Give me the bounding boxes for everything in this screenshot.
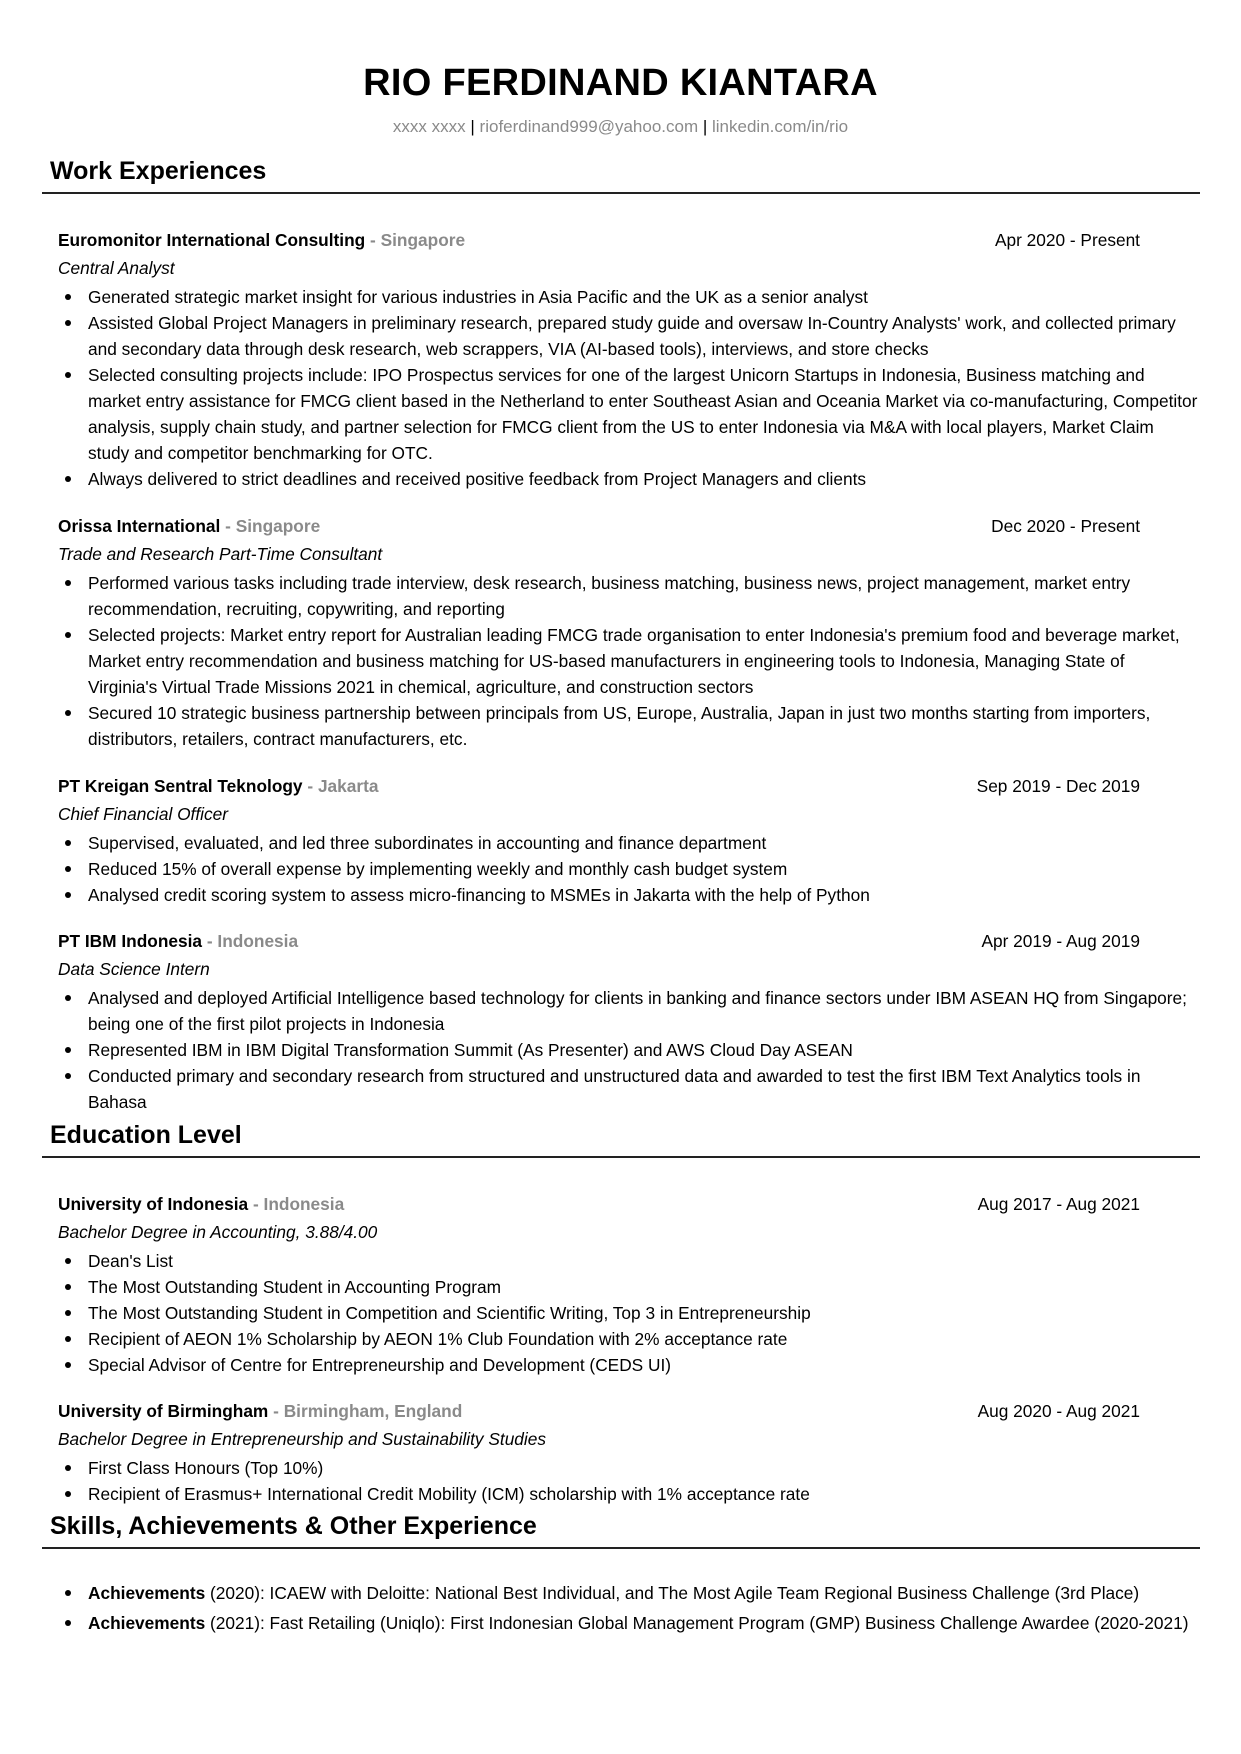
dash: - xyxy=(273,1401,279,1421)
dash: - xyxy=(206,931,213,951)
location: Jakarta xyxy=(317,776,379,796)
entry-header xyxy=(58,1397,1198,1425)
bullet-list xyxy=(58,830,1198,908)
list-item: Generated strategic market insight for various industries in Asia Pacific and the UK as a senior analyst xyxy=(88,284,1198,310)
list-item: Recipient of Erasmus+ International Credit Mobility (ICM) scholarship with 1% acceptance rate xyxy=(88,1481,1198,1507)
entry-header xyxy=(58,226,1198,254)
entry-header xyxy=(58,512,1198,540)
entry-header xyxy=(58,1190,1198,1218)
bullet-list xyxy=(58,1580,1198,1636)
date-range: Sep 2019 - Dec 2019 xyxy=(976,776,1140,796)
list-item: Reduced 15% of overall expense by implementing weekly and monthly cash budget system xyxy=(88,856,1198,882)
phone: xxxx xxxx xyxy=(392,117,466,136)
list-item: Always delivered to strict deadlines and received positive feedback from Project Managers and clients xyxy=(88,466,1198,492)
list-item: Analysed credit scoring system to assess micro-financing to MSMEs in Jakarta with the help of Python xyxy=(88,882,1198,908)
education-entry xyxy=(58,1397,1198,1507)
role: Data Science Intern xyxy=(58,959,210,979)
list-item: The Most Outstanding Student in Competition and Scientific Writing, Top 3 in Entrepreneurship xyxy=(88,1300,1198,1326)
work-entry xyxy=(58,512,1198,752)
list-item: Supervised, evaluated, and led three subordinates in accounting and finance department xyxy=(88,830,1198,856)
separator: | xyxy=(470,117,475,136)
skills-list xyxy=(58,1578,1198,1640)
dash: - xyxy=(225,516,231,536)
degree: Bachelor Degree in Accounting, 3.88/4.00 xyxy=(58,1222,378,1242)
organization: PT IBM Indonesia xyxy=(58,931,203,951)
dash: - xyxy=(370,230,376,250)
institution: University of Birmingham xyxy=(58,1401,269,1421)
role: Trade and Research Part-Time Consultant xyxy=(58,544,383,564)
organization: PT Kreigan Sentral Teknology xyxy=(58,776,303,796)
list-item: Selected projects: Market entry report for Australian leading FMCG trade organisation to enter Indonesia's premium food and beverage market, Market entry recommendation and business matching for US-based manufacturers in engineering tools to Indonesia, Managing State of Virginia's Virtual Trade Missions 2021 in chemical, agriculture, and construction sectors xyxy=(88,622,1198,700)
location: Singapore xyxy=(380,230,466,250)
date-range: Apr 2020 - Present xyxy=(994,230,1140,250)
bullet-list xyxy=(58,1248,1198,1378)
item-label: Achievements xyxy=(88,1613,206,1633)
organization: Orissa International xyxy=(58,516,221,536)
list-item: Conducted primary and secondary research from structured and unstructured data and awarded to test the first IBM Text Analytics tools in Bahasa xyxy=(88,1063,1198,1115)
section-title: Education Level xyxy=(42,1120,1200,1158)
work-entry xyxy=(58,226,1198,492)
list-item xyxy=(88,1610,1198,1636)
linkedin-link[interactable]: linkedin.com/in/rio xyxy=(712,117,849,136)
list-item: First Class Honours (Top 10%) xyxy=(88,1455,1198,1481)
candidate-name: RIO FERDINAND KIANTARA xyxy=(363,62,878,104)
location: Birmingham, England xyxy=(283,1401,463,1421)
bullet-list xyxy=(58,985,1198,1115)
date-range: Aug 2017 - Aug 2021 xyxy=(977,1194,1140,1214)
degree: Bachelor Degree in Entrepreneurship and Sustainability Studies xyxy=(58,1429,547,1449)
bullet-list xyxy=(58,570,1198,752)
section-work xyxy=(42,156,1200,194)
list-item: Performed various tasks including trade interview, desk research, business matching, business news, project management, market entry recommendation, recruiting, copywriting, and reporting xyxy=(88,570,1198,622)
email-link[interactable]: rioferdinand999@yahoo.com xyxy=(479,117,699,136)
section-title: Work Experiences xyxy=(42,156,1200,194)
section-education xyxy=(42,1120,1200,1158)
bullet-list xyxy=(58,284,1198,492)
section-skills xyxy=(42,1511,1200,1549)
list-item: Represented IBM in IBM Digital Transformation Summit (As Presenter) and AWS Cloud Day ASEAN xyxy=(88,1037,1198,1063)
dash: - xyxy=(252,1194,259,1214)
list-item xyxy=(88,1580,1198,1606)
location: Indonesia xyxy=(263,1194,345,1214)
list-item: Selected consulting projects include: IPO Prospectus services for one of the largest Unicorn Startups in Indonesia, Business matching and market entry assistance for FMCG client based in the Netherland to enter Southeast Asian and Oceania Market via co-manufacturing, Competitor analysis, supply chain study, and partner selection for FMCG client from the US to enter Indonesia via M&A with local players, Market Claim study and competitor benchmarking for OTC. xyxy=(88,362,1198,466)
list-item: Secured 10 strategic business partnership between principals from US, Europe, Australia, Japan in just two months starting from importers, distributors, retailers, contract manufacturers, etc. xyxy=(88,700,1198,752)
location: Singapore xyxy=(235,516,321,536)
list-item: Recipient of AEON 1% Scholarship by AEON 1% Club Foundation with 2% acceptance rate xyxy=(88,1326,1198,1352)
date-range: Dec 2020 - Present xyxy=(991,516,1140,536)
entry-header xyxy=(58,927,1198,955)
institution: University of Indonesia xyxy=(58,1194,249,1214)
date-range: Aug 2020 - Aug 2021 xyxy=(977,1401,1140,1421)
organization: Euromonitor International Consulting xyxy=(58,230,366,250)
list-item: Assisted Global Project Managers in preliminary research, prepared study guide and oversaw In-Country Analysts' work, and collected primary and secondary data through desk research, web scrappers, VIA (AI-based tools), interviews, and store checks xyxy=(88,310,1198,362)
role: Chief Financial Officer xyxy=(58,804,228,824)
list-item: Analysed and deployed Artificial Intelligence based technology for clients in banking and finance sectors under IBM ASEAN HQ from Singapore; being one of the first pilot projects in Indonesia xyxy=(88,985,1198,1037)
section-title: Skills, Achievements & Other Experience xyxy=(42,1511,1200,1549)
date-range: Apr 2019 - Aug 2019 xyxy=(981,931,1140,951)
entry-header xyxy=(58,772,1198,800)
dash: - xyxy=(307,776,314,796)
list-item: The Most Outstanding Student in Accounting Program xyxy=(88,1274,1198,1300)
item-text: (2020): ICAEW with Deloitte: National Best Individual, and The Most Agile Team Regional Business Challenge (3rd Place) xyxy=(205,1583,1140,1603)
list-item: Dean's List xyxy=(88,1248,1198,1274)
work-entry xyxy=(58,927,1198,1115)
education-entry xyxy=(58,1190,1198,1378)
item-label: Achievements xyxy=(88,1583,206,1603)
list-item: Special Advisor of Centre for Entrepreneurship and Development (CEDS UI) xyxy=(88,1352,1198,1378)
location: Indonesia xyxy=(217,931,299,951)
role: Central Analyst xyxy=(58,258,175,278)
contact-line xyxy=(0,117,1241,137)
work-entry xyxy=(58,772,1198,908)
bullet-list xyxy=(58,1455,1198,1507)
item-text: (2021): Fast Retailing (Uniqlo): First Indonesian Global Management Program (GMP) Business Challenge Awardee (2020-2021) xyxy=(205,1613,1189,1633)
separator: | xyxy=(702,117,708,136)
